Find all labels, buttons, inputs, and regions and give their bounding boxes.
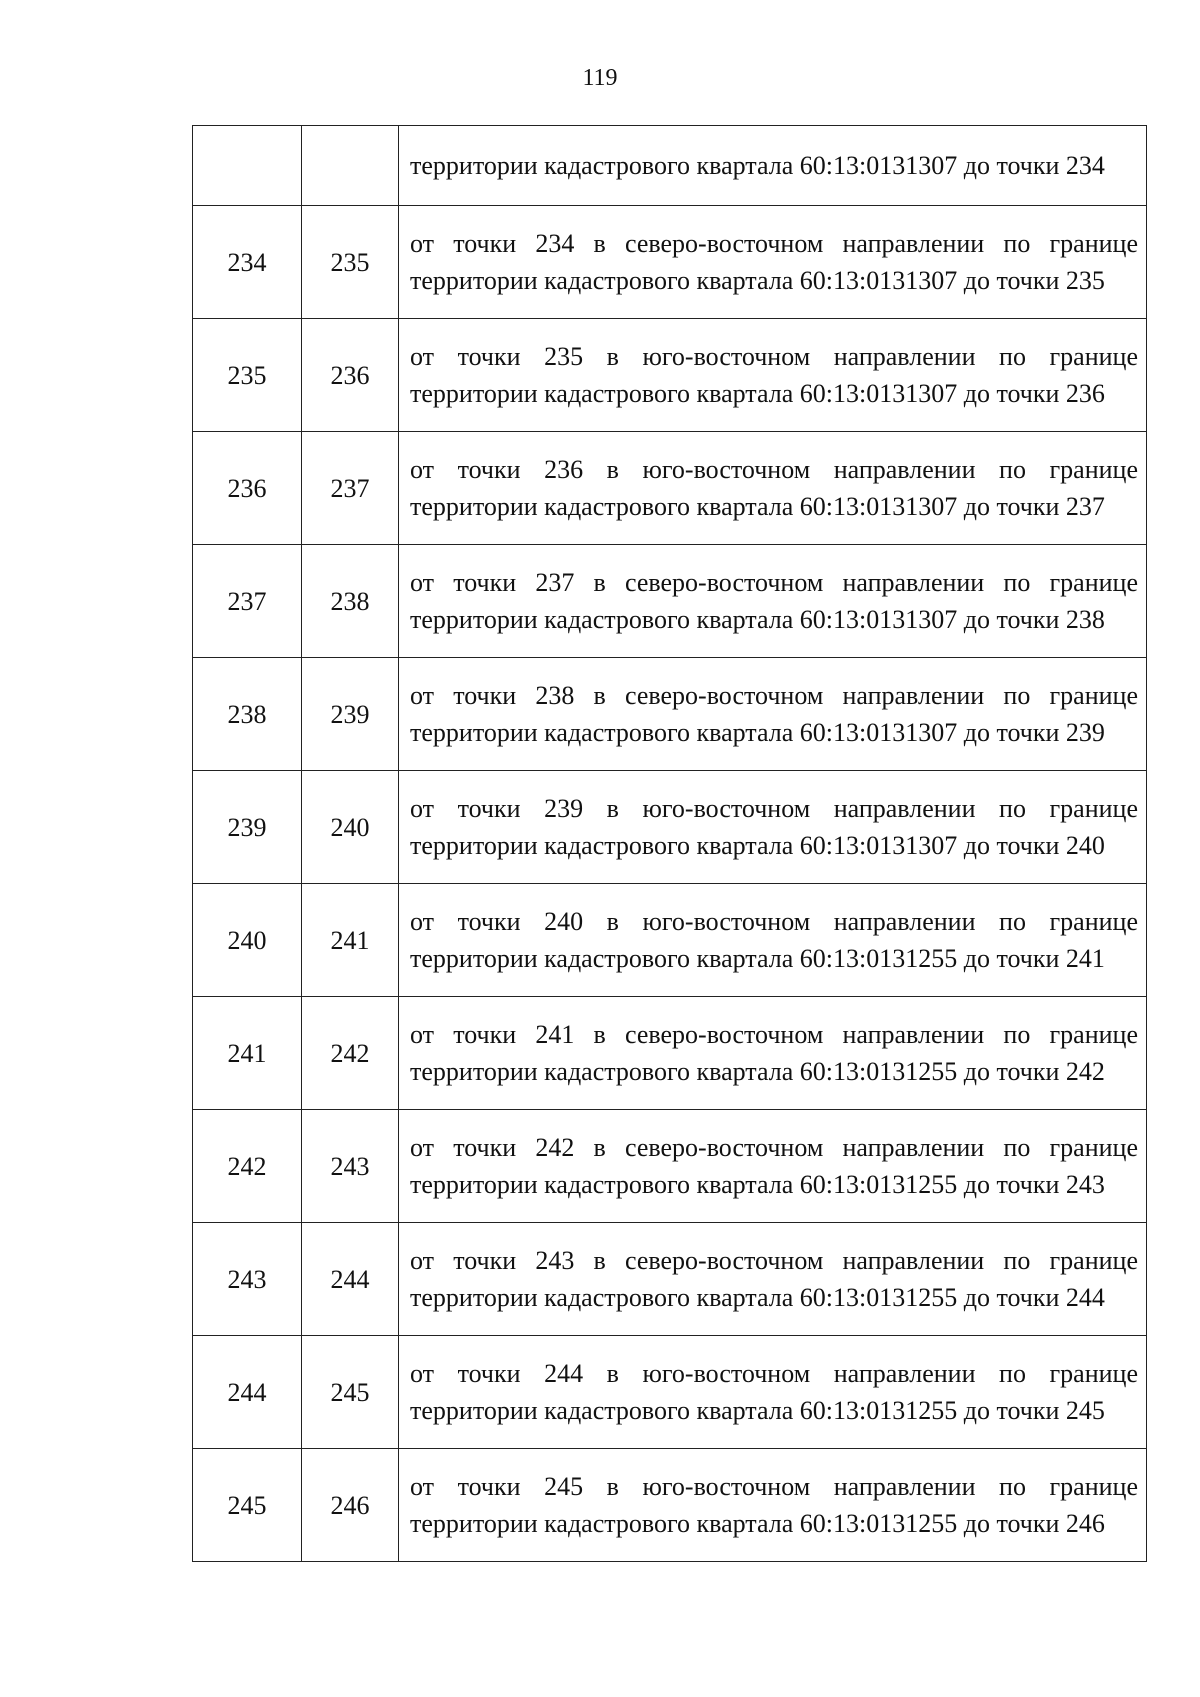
- table-row: [193, 997, 1147, 1110]
- table-row: [193, 884, 1147, 997]
- from-point-cell: 239: [193, 771, 302, 884]
- boundary-description-cell: от точки 244 в юго-восточном направлении по границе территории кадастрового квартала 60:13:0131255 до точки 245: [399, 1336, 1147, 1449]
- table-row: [193, 658, 1147, 771]
- boundary-description-cell: от точки 240 в юго-восточном направлении по границе территории кадастрового квартала 60:13:0131255 до точки 241: [399, 884, 1147, 997]
- from-point-cell: 238: [193, 658, 302, 771]
- to-point-cell: 241: [302, 884, 399, 997]
- from-point-cell: 236: [193, 432, 302, 545]
- table-row: [193, 319, 1147, 432]
- table-row: [193, 432, 1147, 545]
- boundary-description-cell: от точки 238 в северо-восточном направлении по границе территории кадастрового квартала 60:13:0131307 до точки 239: [399, 658, 1147, 771]
- from-point-cell: 244: [193, 1336, 302, 1449]
- table-row: [193, 206, 1147, 319]
- from-point-cell: 234: [193, 206, 302, 319]
- boundary-description-cell: от точки 239 в юго-восточном направлении по границе территории кадастрового квартала 60:13:0131307 до точки 240: [399, 771, 1147, 884]
- to-point-cell: [302, 126, 399, 206]
- to-point-cell: 235: [302, 206, 399, 319]
- boundary-description-cell: от точки 245 в юго-восточном направлении по границе территории кадастрового квартала 60:13:0131255 до точки 246: [399, 1449, 1147, 1562]
- boundary-description-cell: территории кадастрового квартала 60:13:0131307 до точки 234: [399, 126, 1147, 206]
- from-point-cell: 245: [193, 1449, 302, 1562]
- from-point-cell: 235: [193, 319, 302, 432]
- boundary-description-cell: от точки 235 в юго-восточном направлении по границе территории кадастрового квартала 60:13:0131307 до точки 236: [399, 319, 1147, 432]
- boundary-description-table: [192, 125, 1147, 1562]
- to-point-cell: 238: [302, 545, 399, 658]
- boundary-description-cell: от точки 237 в северо-восточном направлении по границе территории кадастрового квартала 60:13:0131307 до точки 238: [399, 545, 1147, 658]
- to-point-cell: 236: [302, 319, 399, 432]
- to-point-cell: 242: [302, 997, 399, 1110]
- table-row: [193, 1110, 1147, 1223]
- from-point-cell: 241: [193, 997, 302, 1110]
- page-number: 119: [582, 65, 618, 91]
- from-point-cell: [193, 126, 302, 206]
- from-point-cell: 242: [193, 1110, 302, 1223]
- to-point-cell: 243: [302, 1110, 399, 1223]
- table-row: [193, 1449, 1147, 1562]
- table-row: [193, 1336, 1147, 1449]
- table-row: [193, 771, 1147, 884]
- boundary-description-cell: от точки 241 в северо-восточном направлении по границе территории кадастрового квартала 60:13:0131255 до точки 242: [399, 997, 1147, 1110]
- table-row: [193, 126, 1147, 206]
- boundary-description-cell: от точки 234 в северо-восточном направлении по границе территории кадастрового квартала 60:13:0131307 до точки 235: [399, 206, 1147, 319]
- to-point-cell: 240: [302, 771, 399, 884]
- from-point-cell: 240: [193, 884, 302, 997]
- boundary-description-cell: от точки 236 в юго-восточном направлении по границе территории кадастрового квартала 60:13:0131307 до точки 237: [399, 432, 1147, 545]
- to-point-cell: 239: [302, 658, 399, 771]
- table-row: [193, 1223, 1147, 1336]
- from-point-cell: 237: [193, 545, 302, 658]
- to-point-cell: 237: [302, 432, 399, 545]
- to-point-cell: 245: [302, 1336, 399, 1449]
- to-point-cell: 246: [302, 1449, 399, 1562]
- table-row: [193, 545, 1147, 658]
- boundary-description-cell: от точки 243 в северо-восточном направлении по границе территории кадастрового квартала 60:13:0131255 до точки 244: [399, 1223, 1147, 1336]
- boundary-description-cell: от точки 242 в северо-восточном направлении по границе территории кадастрового квартала 60:13:0131255 до точки 243: [399, 1110, 1147, 1223]
- from-point-cell: 243: [193, 1223, 302, 1336]
- to-point-cell: 244: [302, 1223, 399, 1336]
